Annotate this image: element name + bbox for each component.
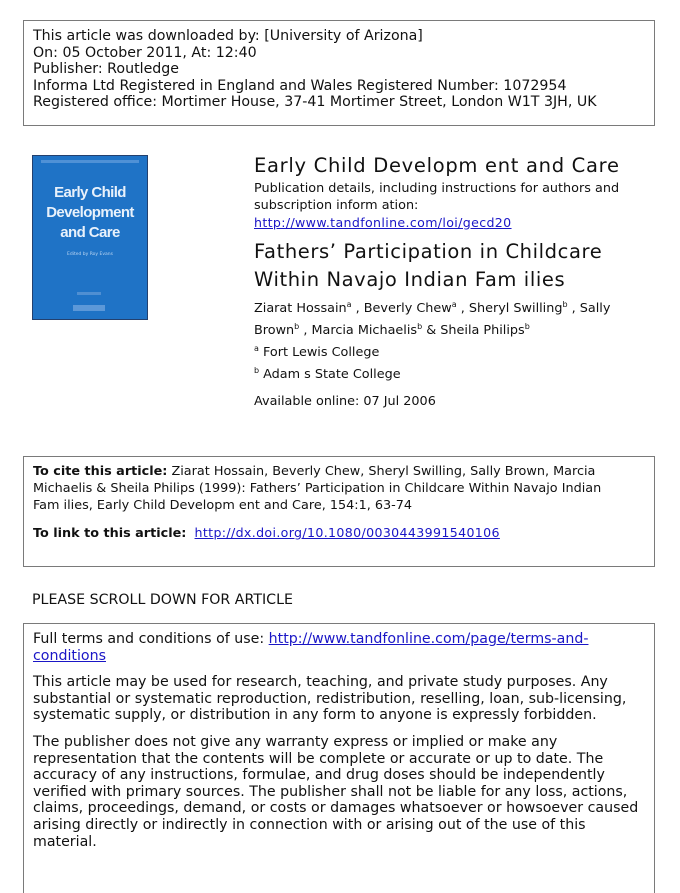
doi-link[interactable]: http://dx.doi.org/10.1080/0030443991540106	[194, 525, 500, 540]
publisher-logo-icon	[73, 305, 105, 311]
article-title-line-2: Within Navajo Indian Fam ilies	[254, 268, 566, 291]
cover-title	[33, 183, 147, 243]
author-separator: ,	[456, 301, 469, 316]
download-line-1: This article was downloaded by: [University of Arizona]	[33, 28, 423, 44]
author-separator: &	[422, 323, 441, 338]
cite-label: To cite this article:	[33, 464, 168, 479]
article-title	[254, 238, 646, 294]
download-line-4: Informa Ltd Registered in England and Wales Registered Number: 1072954	[33, 77, 567, 94]
terms-box	[23, 623, 655, 893]
citation-box	[23, 456, 655, 567]
author-separator: , Sally	[567, 301, 611, 316]
download-line-3: Publisher: Routledge	[33, 61, 180, 78]
affiliation-name: Adam s State College	[263, 367, 401, 382]
author-name: Sheryl Swilling	[468, 301, 563, 316]
cover-small-mark	[77, 292, 101, 295]
author-affiliation-mark: a	[346, 300, 352, 309]
cite-text-line-1: Ziarat Hossain, Beverly Chew, Sheryl Swilling, Sally Brown, Marcia	[171, 464, 596, 479]
cover-editor-text: Edited by Roy Evans	[67, 252, 113, 257]
publication-details-line-1: Publication details, including instructions for authors and	[254, 181, 620, 196]
download-line-2: On: 05 October 2011, At: 12:40	[33, 44, 257, 61]
author-name: Marcia Michaelis	[311, 323, 418, 338]
terms-url-link[interactable]: http://www.tandfonline.com/page/terms-and-	[268, 631, 589, 647]
link-label: To link to this article:	[33, 526, 187, 541]
affiliation-a	[254, 342, 646, 364]
publication-details	[254, 180, 646, 232]
terms-paragraph-warranty: The publisher does not give any warranty express or implied or make any representation that the contents will be complete or accurate or up to date. The accuracy of any instructions, formulae, and drug doses should be independently verified with primary sources. The publisher shall not be liable for any loss, actions, claims, proceedings, demand, or costs or damages whatsoever or howsoever caused arising directly or indirectly in connection with or arising out of the use of this material.	[33, 733, 639, 850]
journal-url-link[interactable]: http://www.tandfonline.com/loi/gecd20	[254, 215, 512, 230]
author-name: Beverly Chew	[363, 301, 452, 316]
download-info-box	[23, 20, 655, 126]
cite-text-line-3: Fam ilies, Early Child Developm ent and Care, 154:1, 63-74	[33, 498, 413, 513]
terms-prefix: Full terms and conditions of use:	[33, 631, 269, 647]
cover-top-stripe	[41, 160, 139, 163]
article-title-line-1: Fathers’ Participation in Childcare	[254, 240, 603, 263]
cite-text-line-2: Michaelis & Sheila Philips (1999): Fathers’ Participation in Childcare Within Navajo Indian	[33, 481, 602, 496]
author-separator: ,	[299, 323, 312, 338]
article-link-row	[33, 524, 645, 542]
cover-title-line-1: Early Child	[54, 184, 126, 201]
available-online-date: Available online: 07 Jul 2006	[254, 394, 436, 409]
author-separator: ,	[351, 301, 364, 316]
author-name: Sheila Philips	[440, 323, 525, 338]
affiliation-b	[254, 364, 646, 386]
author-name: Ziarat Hossain	[254, 301, 347, 316]
cover-title-line-3: and Care	[60, 224, 120, 241]
affiliation-name: Fort Lewis College	[262, 345, 380, 360]
publication-details-line-2: subscription inform ation:	[254, 198, 419, 213]
affiliation-mark: b	[254, 366, 260, 375]
author-name: Brown	[254, 323, 295, 338]
author-list	[254, 298, 646, 342]
cover-title-line-2: Development	[46, 204, 134, 221]
journal-title: Early Child Developm ent and Care	[254, 154, 620, 177]
author-affiliation-mark: b	[417, 322, 423, 331]
author-affiliation-mark: a	[451, 300, 457, 309]
journal-header	[254, 154, 646, 409]
download-line-5: Registered office: Mortimer House, 37-41 Mortimer Street, London W1T 3JH, UK	[33, 94, 597, 111]
terms-url-link-continued[interactable]: conditions	[33, 647, 106, 664]
terms-paragraph-usage: This article may be used for research, teaching, and private study purposes. Any substantial or systematic reproduction, redistribution, reselling, loan, sub-licensing, systematic supply, or distribution in any form to anyone is expressly forbidden.	[33, 674, 627, 724]
journal-cover-image	[32, 155, 148, 320]
author-affiliation-mark: b	[524, 322, 530, 331]
affiliation-mark: a	[254, 344, 259, 353]
scroll-down-notice: PLEASE SCROLL DOWN FOR ARTICLE	[32, 592, 293, 608]
terms-link-paragraph	[33, 631, 645, 664]
citation-text	[33, 463, 645, 514]
author-affiliation-mark: b	[562, 300, 568, 309]
author-affiliation-mark: b	[294, 322, 300, 331]
